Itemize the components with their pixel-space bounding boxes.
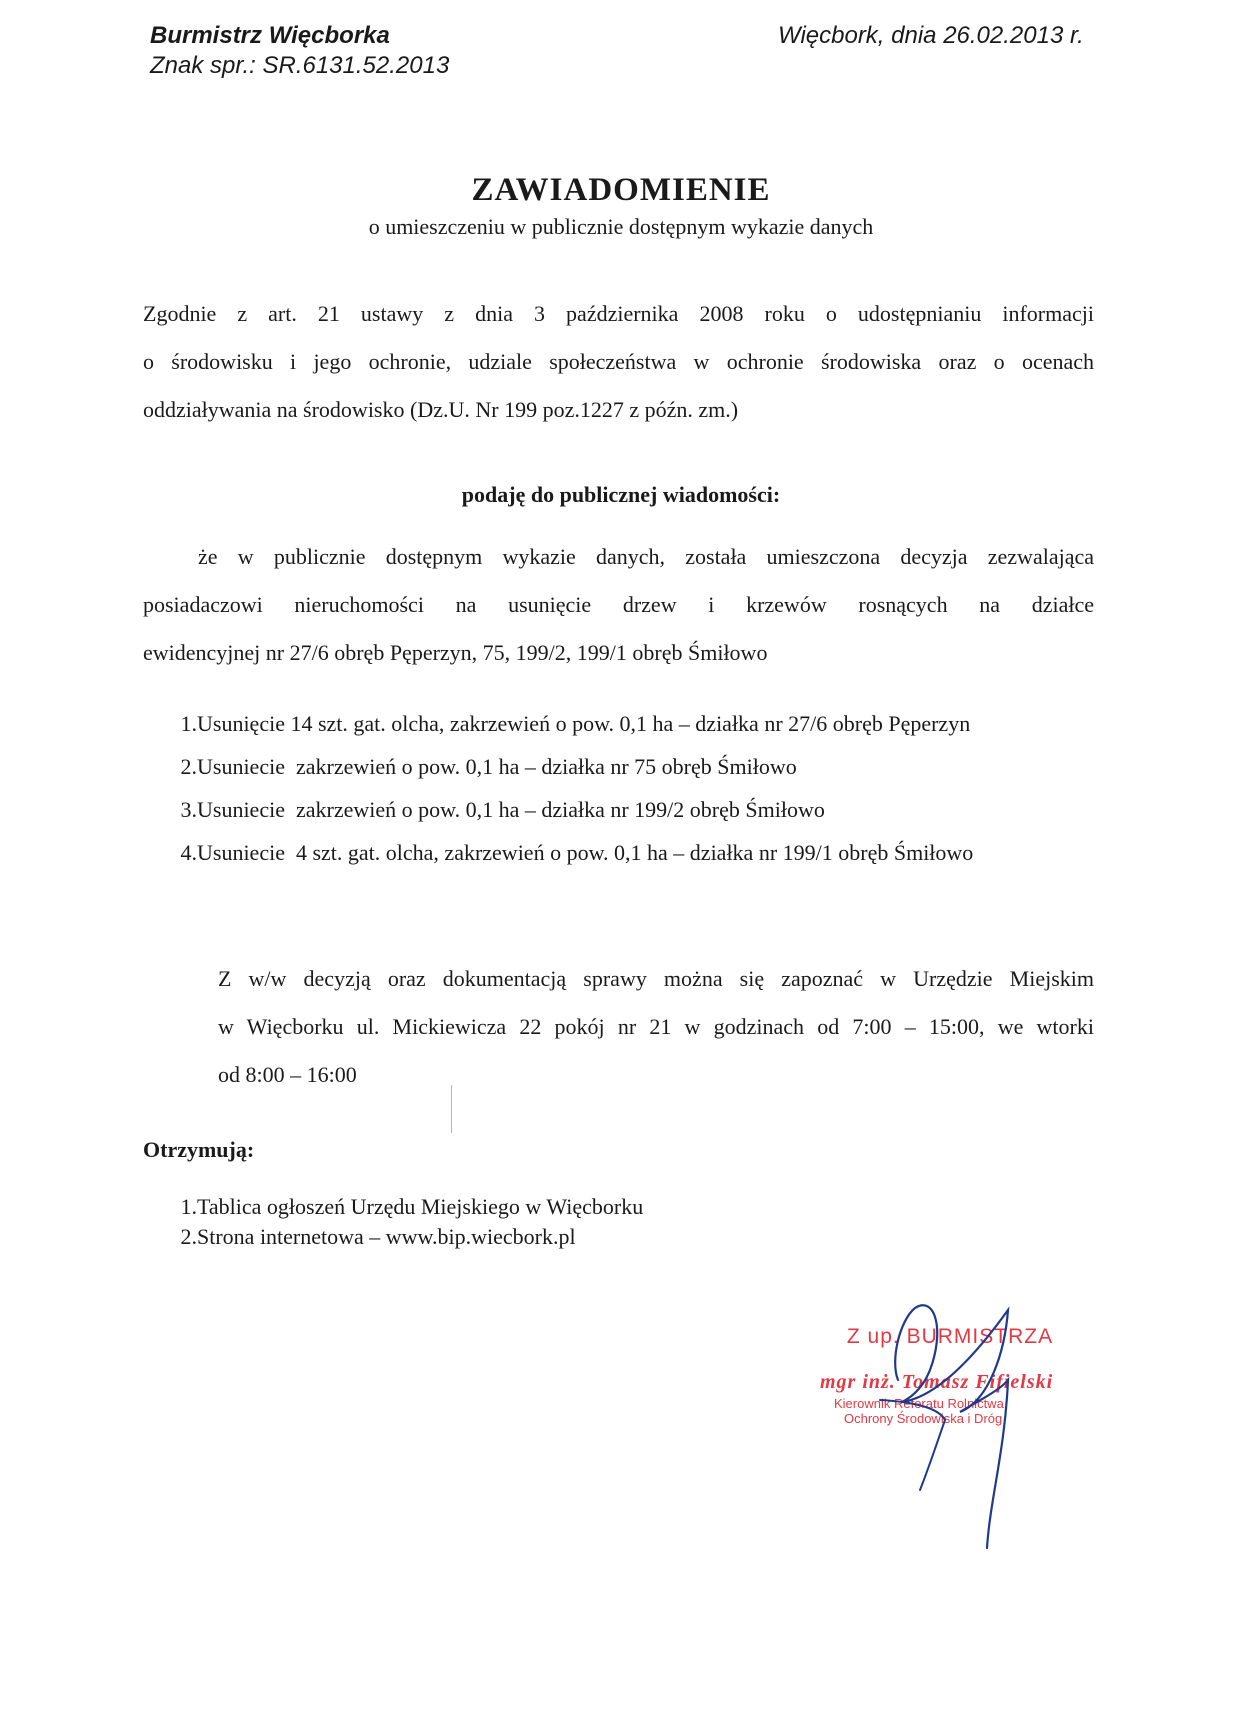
document-subtitle: o umieszczeniu w publicznie dostępnym wykazie danych bbox=[368, 214, 874, 239]
issuer-office: Burmistrz Więcborka bbox=[150, 22, 390, 49]
recipients-list bbox=[175, 1194, 643, 1254]
list-item-text: Usuniecie zakrzewień o pow. 0,1 ha – działka nr 75 obręb Śmiłowo bbox=[197, 754, 797, 779]
contact-paragraph bbox=[218, 955, 1094, 1099]
list-item bbox=[175, 754, 1135, 797]
list-item-number: 1. bbox=[180, 1194, 197, 1219]
list-item-number: 3. bbox=[180, 797, 197, 822]
decision-line-1: że w publicznie dostępnym wykazie danych, została umieszczona decyzja zezwalająca bbox=[198, 544, 1094, 569]
scan-artifact bbox=[451, 1085, 452, 1133]
intro-line-1: Zgodnie z art. 21 ustawy z dnia 3 października 2008 roku o udostępnianiu informacji bbox=[143, 301, 1094, 326]
decision-line-2: posiadaczowi nieruchomości na usunięcie drzew i krzewów rosnących na działce bbox=[143, 592, 1094, 617]
decision-paragraph bbox=[143, 533, 1094, 677]
announcement-heading: podaję do publicznej wiadomości: bbox=[461, 482, 781, 507]
list-item bbox=[175, 797, 1135, 840]
stamp-name: mgr inż. Tomasz Fifielski bbox=[820, 1371, 1054, 1393]
stamp-role-2: Ochrony Środowiska i Dróg bbox=[844, 1411, 1003, 1426]
contact-line-1: Z w/w decyzją oraz dokumentacją sprawy można się zapoznać w Urzędzie Miejskim bbox=[218, 966, 1094, 991]
list-item-number: 1. bbox=[180, 711, 197, 736]
list-item-number: 2. bbox=[180, 1224, 197, 1249]
document-title: ZAWIADOMIENIE bbox=[471, 172, 771, 208]
recipients-heading: Otrzymują: bbox=[143, 1137, 255, 1162]
list-item-text: Usuniecie zakrzewień o pow. 0,1 ha – działka nr 199/2 obręb Śmiłowo bbox=[197, 797, 825, 822]
list-item-text: Strona internetowa – www.bip.wiecbork.pl bbox=[197, 1224, 576, 1249]
list-item bbox=[175, 1194, 643, 1224]
place-date: Więcbork, dnia 26.02.2013 r. bbox=[778, 22, 1084, 49]
list-item bbox=[175, 840, 1135, 883]
intro-paragraph bbox=[143, 290, 1094, 434]
intro-line-3: oddziaływania na środowisko (Dz.U. Nr 199 poz.1227 z późn. zm.) bbox=[143, 397, 739, 422]
decision-line-3: ewidencyjnej nr 27/6 obręb Pęperzyn, 75, 199/2, 199/1 obręb Śmiłowo bbox=[143, 640, 768, 665]
stamp-role-1: Kierownik Referatu Rolnictwa, bbox=[834, 1396, 1008, 1411]
case-reference: Znak spr.: SR.6131.52.2013 bbox=[150, 52, 450, 79]
list-item bbox=[175, 1224, 643, 1254]
contact-line-3: od 8:00 – 16:00 bbox=[218, 1062, 357, 1087]
list-item bbox=[175, 711, 1135, 754]
removal-items-list bbox=[175, 711, 1135, 883]
list-item-text: Usunięcie 14 szt. gat. olcha, zakrzewień o pow. 0,1 ha – działka nr 27/6 obręb Pęperzyn bbox=[197, 711, 971, 736]
list-item-text: Tablica ogłoszeń Urzędu Miejskiego w Więcborku bbox=[197, 1194, 644, 1219]
contact-line-2: w Więcborku ul. Mickiewicza 22 pokój nr 21 w godzinach od 7:00 – 15:00, we wtorki bbox=[218, 1014, 1094, 1039]
list-item-number: 4. bbox=[180, 840, 197, 865]
list-item-number: 2. bbox=[180, 754, 197, 779]
intro-line-2: o środowisku i jego ochronie, udziale społeczeństwa w ochronie środowiska oraz o ocenach bbox=[143, 349, 1094, 374]
list-item-text: Usuniecie 4 szt. gat. olcha, zakrzewień o pow. 0,1 ha – działka nr 199/1 obręb Śmiłowo bbox=[197, 840, 974, 865]
stamp-authorization: Z up. BURMISTRZA bbox=[846, 1325, 1054, 1348]
handwritten-signature bbox=[840, 1290, 1040, 1550]
